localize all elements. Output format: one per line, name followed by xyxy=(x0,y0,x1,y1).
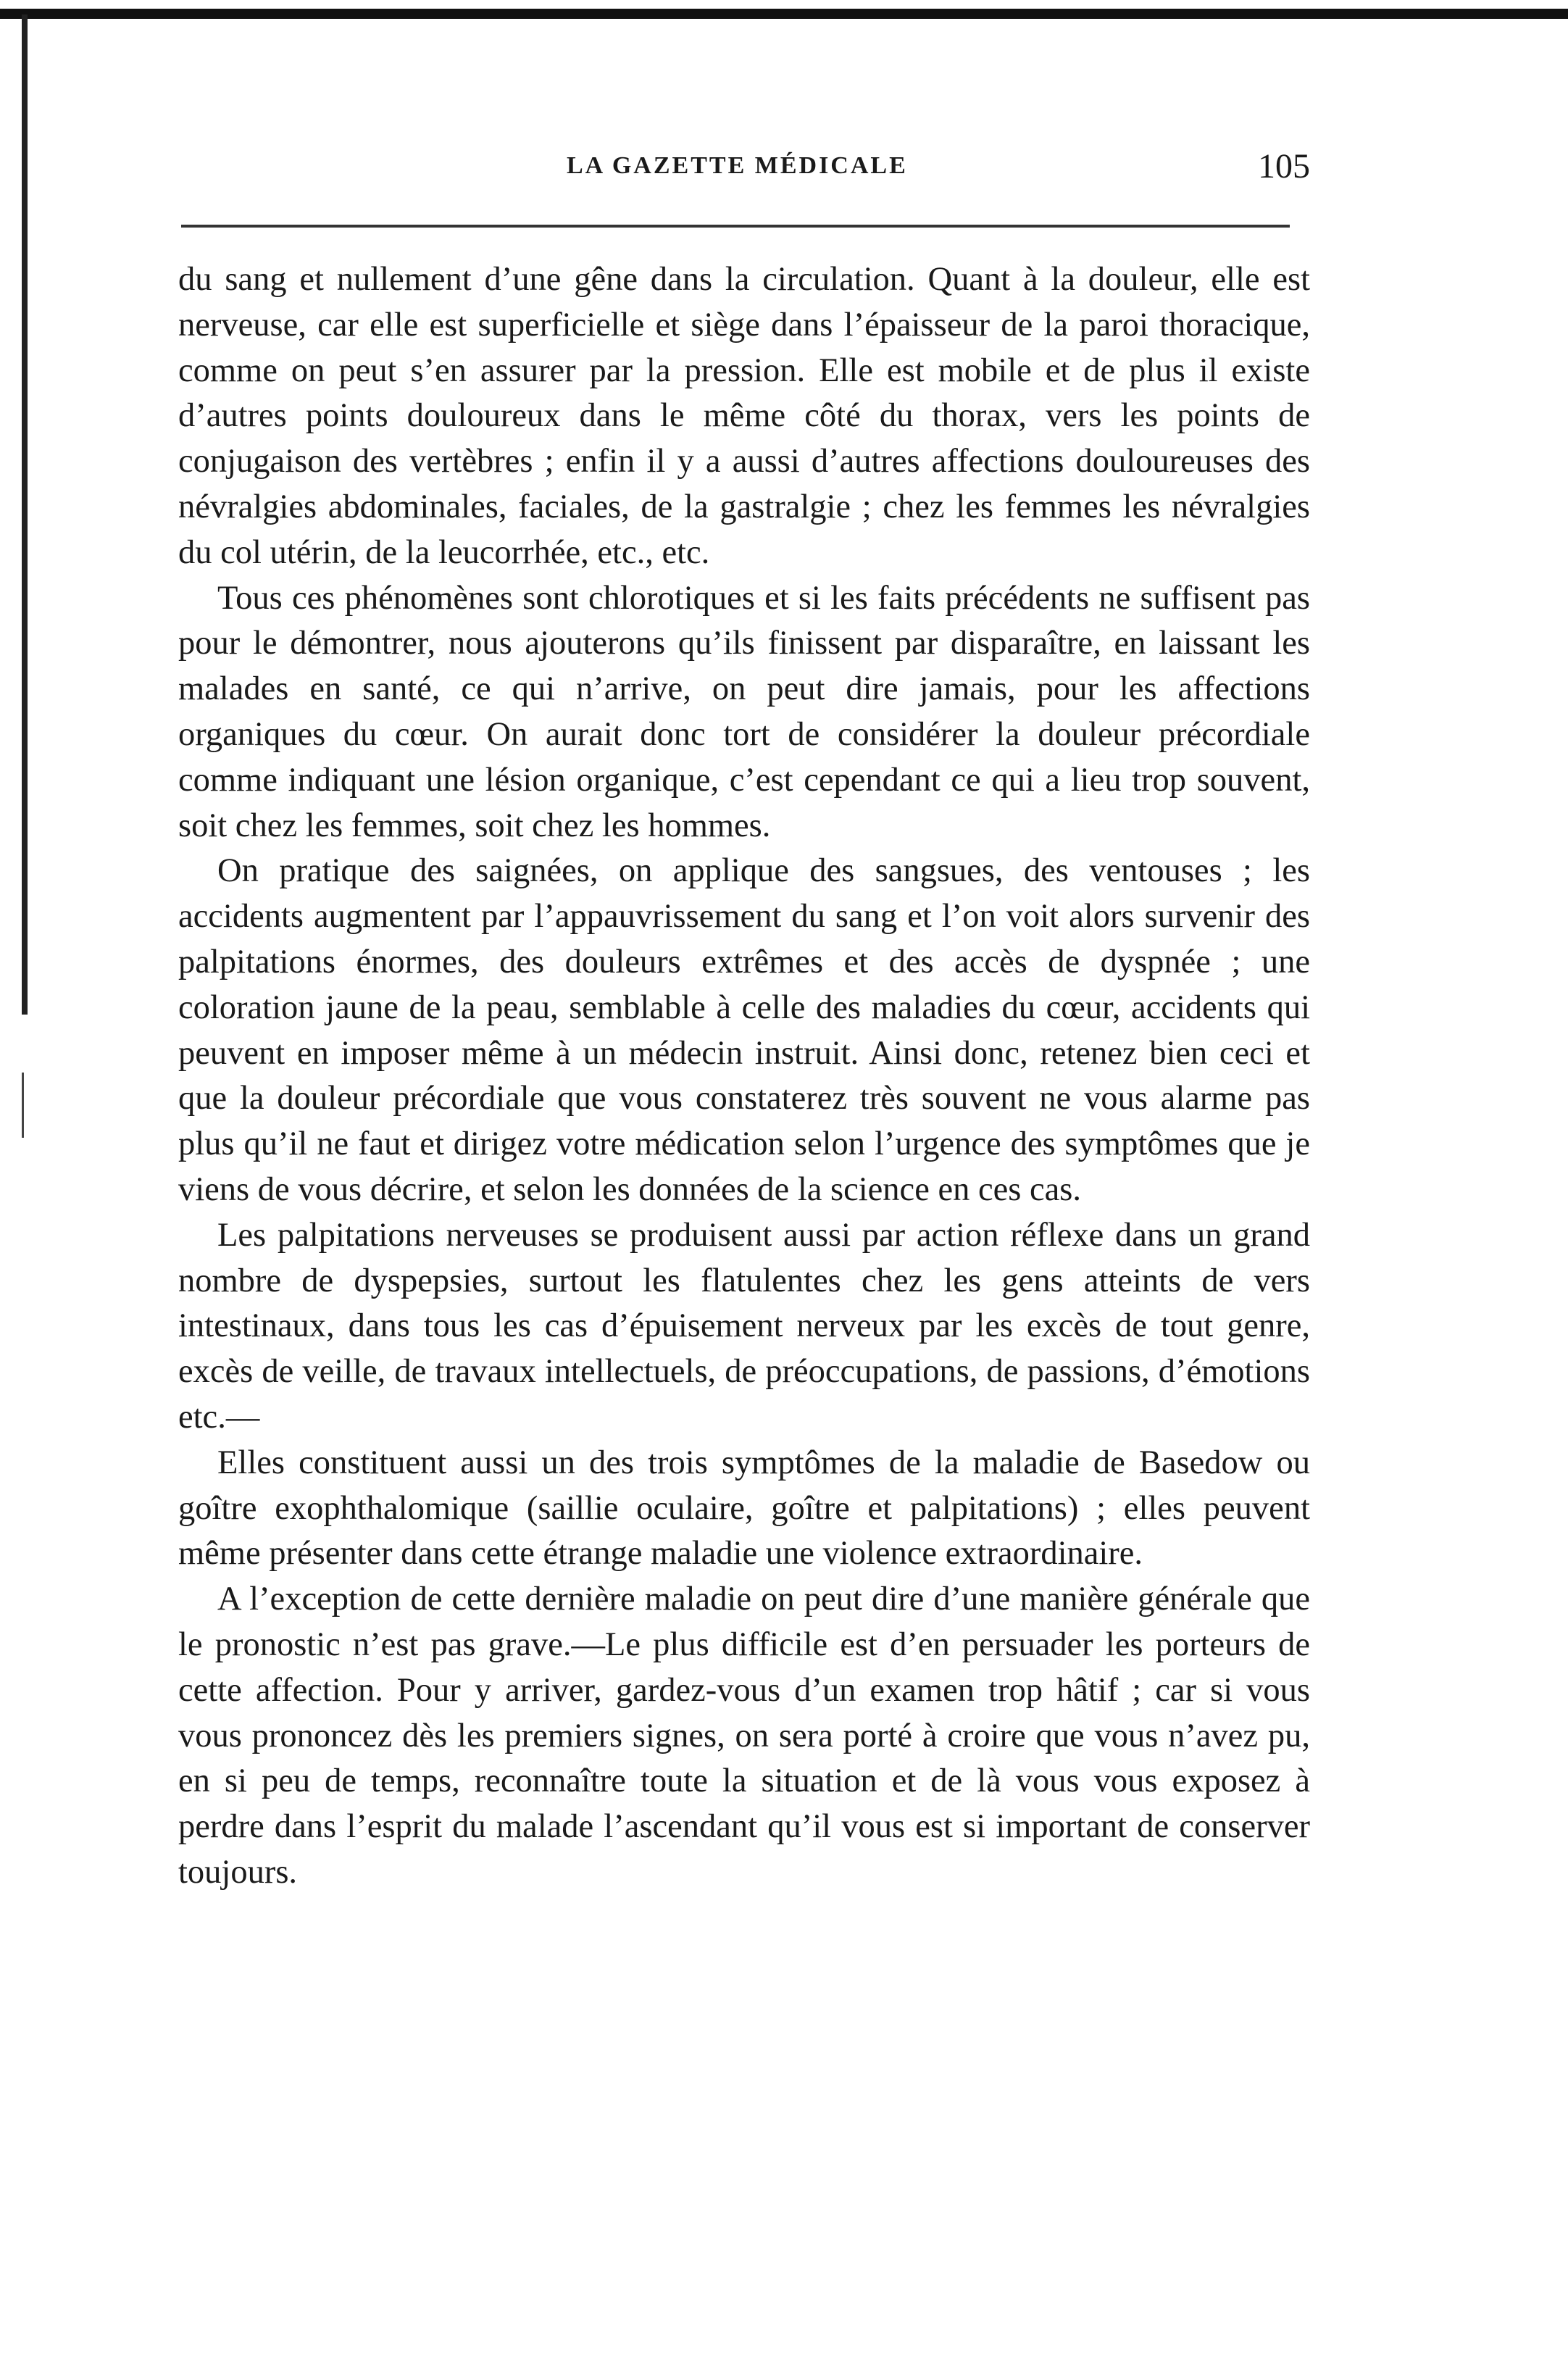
page-number: 105 xyxy=(1258,147,1310,186)
page-header xyxy=(183,147,1310,196)
left-border-rule xyxy=(22,14,28,1015)
article-body xyxy=(178,257,1310,1896)
paragraph: Tous ces phénomènes sont chlorotiques et si les faits précédents ne suffisent pas pour le démontrer, nous ajouterons qu’ils finissent par disparaître, en laissant les malades en santé, ce qui n’arrive, on peut dire jamais, pour les affections organiques du cœur. On aurait donc tort de considérer la douleur précordiale comme indiquant une lésion organique, c’est cependant ce qui a lieu trop souvent, soit chez les femmes, soit chez les hommes. xyxy=(178,579,1310,844)
running-title: LA GAZETTE MÉDICALE xyxy=(567,152,908,179)
paragraph: A l’exception de cette dernière maladie on peut dire d’une manière générale que le pronostic n’est pas grave.—Le plus difficile est d’en persuader les porteurs de cette affection. Pour y arriver, gardez-vous d’un examen trop hâtif ; car si vous vous prononcez dès les premiers signes, on sera porté à croire que vous n’avez pu, en si peu de temps, reconnaître toute la situation et de là vous vous exposez à perdre dans l’esprit du malade l’ascendant qu’il vous est si important de conserver toujours. xyxy=(178,1581,1310,1891)
header-rule xyxy=(181,225,1290,228)
left-border-rule-lower xyxy=(22,1073,24,1138)
paragraph: On pratique des saignées, on applique des sangsues, des ventouses ; les accidents augmentent par l’appauvrissement du sang et l’on voit alors survenir des palpitations énormes, des douleurs extrêmes et des accès de dyspnée ; une coloration jaune de la peau, semblable à celle des maladies du cœur, accidents qui peuvent en imposer même à un médecin instruit. Ainsi donc, retenez bien ceci et que la douleur précordiale que vous constaterez très souvent ne vous alarme pas plus qu’il ne faut et dirigez votre médication selon l’urgence des symptômes que je viens de vous décrire, et selon les données de la science en ces cas. xyxy=(178,852,1310,1208)
top-border-rule xyxy=(0,9,1568,19)
paragraph: Elles constituent aussi un des trois symptômes de la maladie de Basedow ou goître exophthalomique (saillie oculaire, goître et palpitations) ; elles peuvent même présenter dans cette étrange maladie une violence extraordinaire. xyxy=(178,1444,1310,1573)
paragraph: Les palpitations nerveuses se produisent aussi par action réflexe dans un grand nombre de dyspepsies, surtout les flatulentes chez les gens atteints de vers intestinaux, dans tous les cas d’épuisement nerveux par les excès de tout genre, excès de veille, de travaux intellectuels, de préoccupations, de passions, d’émotions etc.— xyxy=(178,1216,1310,1436)
paragraph: du sang et nullement d’une gêne dans la circulation. Quant à la douleur, elle est nerveuse, car elle est superficielle et siège dans l’épaisseur de la paroi thoracique, comme on peut s’en assurer par la pression. Elle est mobile et de plus il existe d’autres points douloureux dans le même côté du thorax, vers les points de conjugaison des vertèbres ; enfin il y a aussi d’autres affections douloureuses des névralgies abdominales, faciales, de la gastralgie ; chez les femmes les névralgies du col utérin, de la leucorrhée, etc., etc. xyxy=(178,261,1310,571)
